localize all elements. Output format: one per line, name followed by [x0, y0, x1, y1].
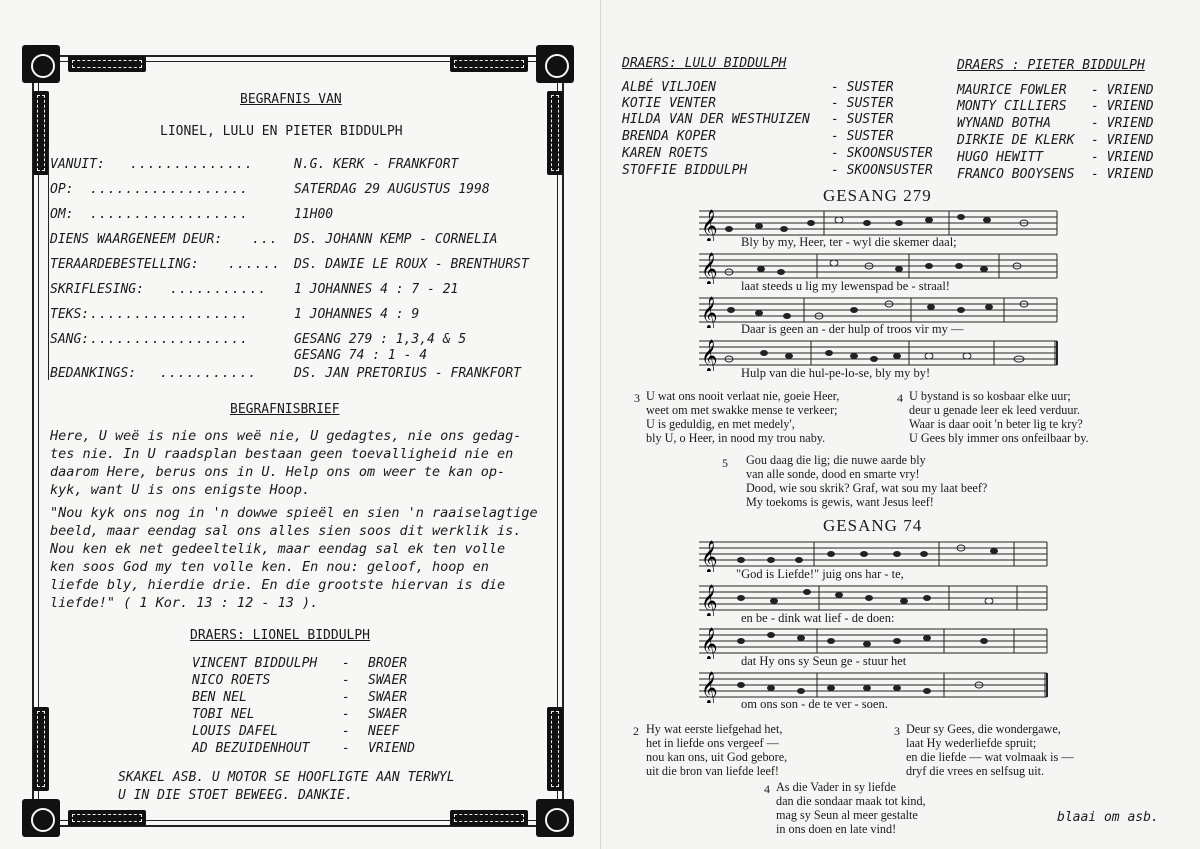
bearer-relation: - SUSTER	[831, 112, 894, 127]
border-ornament-icon	[33, 91, 49, 175]
detail-value: SATERDAG 29 AUGUSTUS 1998	[294, 182, 490, 197]
bearer-name: DIRKIE DE KLERK	[957, 133, 1075, 148]
treble-clef-icon: 𝄞	[701, 339, 718, 371]
treble-clef-icon: 𝄞	[701, 296, 718, 328]
bearer-relation: SWAER	[368, 690, 408, 705]
letter-title: BEGRAFNISBRIEF	[230, 402, 340, 417]
border-ornament-icon	[33, 707, 49, 791]
treble-clef-icon: 𝄞	[701, 252, 718, 284]
detail-label: VANUIT:	[50, 157, 105, 172]
verse-line: bly U, o Heer, in nood my trou naby.	[646, 431, 826, 445]
bearer-relation: - VRIEND	[1091, 133, 1154, 148]
bearer-relation: SWAER	[368, 673, 408, 688]
deceased-names: LIONEL, LULU EN PIETER BIDDULPH	[160, 124, 403, 139]
bearer-name: FRANCO BOOYSENS	[957, 167, 1075, 182]
detail-label: TEKS:	[50, 307, 90, 322]
treble-clef-icon: 𝄞	[701, 540, 718, 572]
bearer-name: STOFFIE BIDDULPH	[622, 163, 748, 178]
funeral-title: BEGRAFNIS VAN	[240, 92, 342, 107]
hymn-lyric-line: om ons son - de te ver - soen.	[741, 697, 888, 711]
verse-line: U Gees bly immer ons onfeilbaar by.	[909, 431, 1089, 445]
detail-dots: ......	[228, 257, 281, 272]
verse-number: 5	[722, 456, 728, 470]
bearer-name: MAURICE FOWLER	[957, 83, 1067, 98]
bearer-relation: - SUSTER	[831, 129, 894, 144]
detail-value: 1 JOHANNES 4 : 9	[294, 307, 420, 322]
bearer-dash: -	[342, 690, 350, 705]
detail-label: DIENS WAARGENEEM DEUR:	[50, 232, 223, 247]
letter-line: "Nou kyk ons nog in 'n dowwe spieël en sien 'n raaiselagtige	[50, 505, 538, 521]
hymn-lyric-line: Bly by my, Heer, ter - wyl die skemer daal;	[741, 235, 957, 249]
bearer-name: BEN NEL	[192, 690, 247, 705]
turn-over-note: blaai om asb.	[1057, 810, 1159, 825]
verse-line: in ons doen en late vind!	[776, 822, 897, 836]
verse-number: 4	[897, 391, 903, 405]
treble-clef-icon: 𝄞	[701, 209, 718, 241]
bearer-relation: - VRIEND	[1091, 99, 1154, 114]
border-ornament-icon	[68, 810, 146, 826]
footer-note-line-2: U IN DIE STOET BEWEEG. DANKIE.	[118, 788, 353, 803]
bearer-name: WYNAND BOTHA	[957, 116, 1051, 131]
hymn-74-title: GESANG 74	[823, 516, 923, 535]
detail-label: BEDANKINGS:	[50, 366, 137, 381]
verse-line: U is geduldig, en met medely',	[646, 417, 795, 431]
verse-number: 2	[633, 724, 639, 738]
verse-line: As die Vader in sy liefde	[776, 780, 896, 794]
treble-clef-icon: 𝄞	[701, 627, 718, 659]
border-ornament-icon	[68, 56, 146, 72]
bearer-name: BRENDA KOPER	[622, 129, 716, 144]
corner-ornament-icon	[22, 45, 60, 83]
treble-clef-icon: 𝄞	[701, 584, 718, 616]
bearer-name: KAREN ROETS	[622, 146, 709, 161]
bearer-dash: -	[342, 741, 350, 756]
detail-value: 11H00	[294, 207, 334, 222]
bearer-name: TOBI NEL	[192, 707, 255, 722]
bearer-name: LOUIS DAFEL	[192, 724, 279, 739]
verse-line: deur u genade leer ek leed verduur.	[909, 403, 1080, 417]
verse-line: dan die sondaar maak tot kind,	[776, 794, 926, 808]
verse-line: dryf die vrees en selfsug uit.	[906, 764, 1045, 778]
bearer-dash: -	[342, 707, 350, 722]
verse-line: Dood, wie sou skrik? Graf, wat sou my laat beef?	[746, 481, 988, 495]
hymn-lyric-line: dat Hy ons sy Seun ge - stuur het	[741, 654, 907, 668]
bearer-name: AD BEZUIDENHOUT	[192, 741, 310, 756]
bearer-name: HILDA VAN DER WESTHUIZEN	[622, 112, 810, 127]
verse-line: U bystand is so kosbaar elke uur;	[909, 389, 1071, 403]
letter-line: beeld, maar eendag sal ons alles sien soos dit werklik is.	[50, 523, 522, 539]
bearer-relation: - SUSTER	[831, 96, 894, 111]
hymn-lyric-line: Hulp van die hul-pe-lo-se, bly my by!	[741, 366, 931, 380]
verse-line: Deur sy Gees, die wondergawe,	[906, 722, 1061, 736]
bearers-pieter-title: DRAERS : PIETER BIDDULPH	[957, 58, 1145, 73]
detail-dots: ..................	[90, 182, 249, 197]
bearer-dash: -	[342, 656, 350, 671]
detail-value: DS. DAWIE LE ROUX - BRENTHURST	[294, 257, 529, 272]
bearer-name: KOTIE VENTER	[622, 96, 716, 111]
verse-number: 3	[894, 724, 900, 738]
margin-rule	[48, 148, 49, 380]
detail-label: SANG:	[50, 332, 90, 347]
detail-label: OM:	[50, 207, 74, 222]
corner-ornament-icon	[22, 799, 60, 837]
detail-value: GESANG 279 : 1,3,4 & 5	[294, 332, 467, 347]
bearer-relation: BROER	[368, 656, 408, 671]
letter-line: kyk, want U is ons enigste Hoop.	[50, 482, 311, 498]
detail-dots: ..................	[90, 207, 249, 222]
detail-value: DS. JOHANN KEMP - CORNELIA	[294, 232, 498, 247]
detail-dots: ..................	[90, 332, 249, 347]
bearer-relation: - VRIEND	[1091, 167, 1154, 182]
verse-line: mag sy Seun al meer gestalte	[776, 808, 918, 822]
bearer-name: HUGO HEWITT	[957, 150, 1044, 165]
letter-line: liefde!" ( 1 Kor. 13 : 12 - 13 ).	[50, 595, 319, 611]
bearers-lionel-title: DRAERS: LIONEL BIDDULPH	[190, 628, 371, 643]
bearer-relation: - SUSTER	[831, 80, 894, 95]
detail-value: 1 JOHANNES 4 : 7 - 21	[294, 282, 459, 297]
bearer-relation: - VRIEND	[1091, 116, 1154, 131]
letter-line: Nou ken ek net gedeeltelik, maar eendag sal ek ten volle	[50, 541, 506, 557]
detail-dots: ...........	[170, 282, 268, 297]
hymn-lyric-line: Daar is geen an - der hulp of troos vir my —	[741, 322, 964, 336]
verse-number: 4	[764, 782, 770, 796]
verse-line: U wat ons nooit verlaat nie, goeie Heer,	[646, 389, 840, 403]
verse-line: nou kan ons, uit God gebore,	[646, 750, 788, 764]
letter-line: ken soos God my ten volle ken. En nou: geloof, hoop en	[50, 559, 489, 575]
detail-dots: ..................	[90, 307, 249, 322]
bearer-relation: - VRIEND	[1091, 83, 1154, 98]
letter-line: tes nie. In U raadsplan bestaan geen toevalligheid nie en	[50, 446, 514, 462]
right-page	[600, 0, 1200, 849]
detail-dots: ...	[252, 232, 279, 247]
verse-line: Gou daag die lig; die nuwe aarde bly	[746, 453, 926, 467]
bearer-dash: -	[342, 673, 350, 688]
detail-value-2: GESANG 74 : 1 - 4	[294, 348, 428, 363]
footer-note-line-1: SKAKEL ASB. U MOTOR SE HOOFLIGTE AAN TERWYL	[118, 770, 455, 785]
verse-number: 3	[634, 391, 640, 405]
detail-label: OP:	[50, 182, 74, 197]
corner-ornament-icon	[536, 799, 574, 837]
bearer-relation: - VRIEND	[1091, 150, 1154, 165]
border-ornament-icon	[547, 91, 563, 175]
treble-clef-icon: 𝄞	[701, 671, 718, 703]
verse-line: van alle sonde, dood en smarte vry!	[746, 467, 920, 481]
detail-label: SKRIFLESING:	[50, 282, 144, 297]
letter-line: daarom Here, berus ons in U. Help ons om weer te kan op-	[50, 464, 506, 480]
bearer-relation: - SKOONSUSTER	[831, 163, 933, 178]
detail-dots: ..............	[130, 157, 254, 172]
border-ornament-icon	[450, 56, 528, 72]
bearer-relation: - SKOONSUSTER	[831, 146, 933, 161]
verse-line: laat Hy wederliefde spruit;	[906, 736, 1037, 750]
bearers-lulu-title: DRAERS: LULU BIDDULPH	[622, 56, 787, 71]
detail-value: N.G. KERK - FRANKFORT	[294, 157, 459, 172]
bearer-relation: SWAER	[368, 707, 408, 722]
bearer-dash: -	[342, 724, 350, 739]
corner-ornament-icon	[536, 45, 574, 83]
hymn-lyric-line: laat steeds u lig my lewenspad be - straal!	[741, 279, 950, 293]
bearer-relation: NEEF	[368, 724, 400, 739]
verse-line: weet om met swakke mense te verkeer;	[646, 403, 838, 417]
bearer-name: ALBÉ VILJOEN	[622, 80, 716, 95]
verse-line: en die liefde — wat volmaak is —	[906, 750, 1074, 764]
verse-line: het in liefde ons vergeef —	[646, 736, 779, 750]
hymn-lyric-line: en be - dink wat lief - de doen:	[741, 611, 895, 625]
verse-line: My toekoms is gewis, want Jesus leef!	[746, 495, 934, 509]
detail-label: TERAARDEBESTELLING:	[50, 257, 199, 272]
bearer-name: VINCENT BIDDULPH	[192, 656, 318, 671]
letter-line: liefde bly, hierdie drie. En die grootste hiervan is die	[50, 577, 506, 593]
hymn-279-title: GESANG 279	[823, 186, 932, 205]
border-ornament-icon	[547, 707, 563, 791]
bearer-name: NICO ROETS	[192, 673, 271, 688]
verse-line: uit die bron van liefde leef!	[646, 764, 779, 778]
detail-dots: ...........	[160, 366, 258, 381]
detail-value: DS. JAN PRETORIUS - FRANKFORT	[294, 366, 521, 381]
letter-line: Here, U weë is nie ons weë nie, U gedagtes, nie ons gedag-	[50, 428, 522, 444]
bearer-name: MONTY CILLIERS	[957, 99, 1067, 114]
bearer-relation: VRIEND	[368, 741, 415, 756]
verse-line: Hy wat eerste liefgehad het,	[646, 722, 783, 736]
border-ornament-icon	[450, 810, 528, 826]
verse-line: Waar is daar ooit 'n beter lig te kry?	[909, 417, 1083, 431]
hymn-lyric-line: "God is Liefde!" juig ons har - te,	[736, 567, 904, 581]
